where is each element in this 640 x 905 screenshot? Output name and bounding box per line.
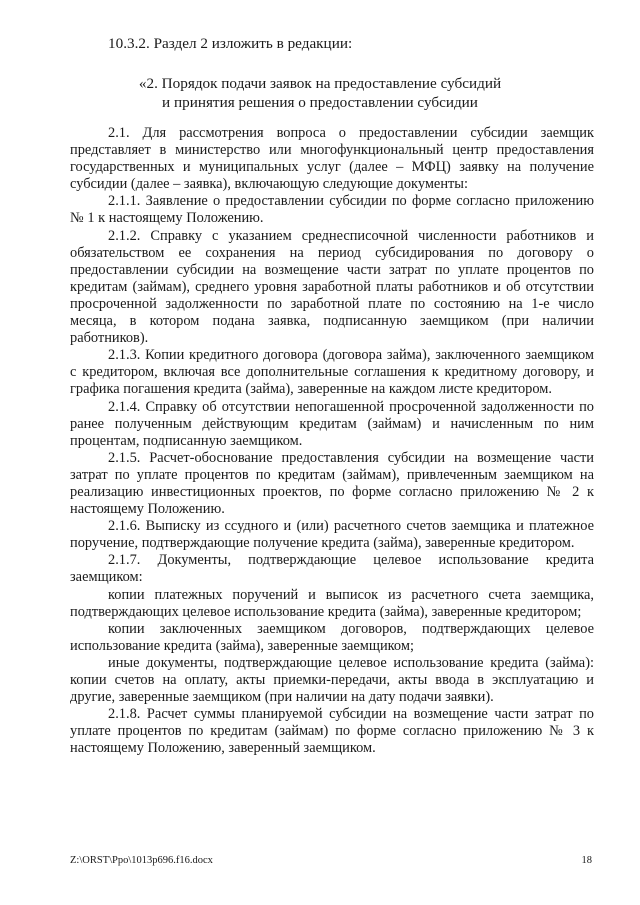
paragraph-2-1-1: 2.1.1. Заявление о предоставлении субсидии по форме согласно приложению № 1 к настоящему Положению. xyxy=(70,193,594,227)
list-item-payment-orders: копии платежных поручений и выписок из расчетного счета заемщика, подтверждающих целевое использование кредита (займа), заверенные кредитором; xyxy=(70,586,594,620)
paragraph-2-1-4: 2.1.4. Справку об отсутствии непогашенной просроченной задолженности по ранее полученным действующим кредитам (займам) и начисленным по ним процентам, подписанную заемщиком. xyxy=(70,398,594,449)
paragraph-2-1-6: 2.1.6. Выписку из ссудного и (или) расчетного счетов заемщика и платежное поручение, подтверждающие получение кредита (займа), заверенные кредитором. xyxy=(70,518,594,552)
list-item-other-documents: иные документы, подтверждающие целевое использование кредита (займа): копии счетов на оплату, акты приемки-передачи, акты ввода в эксплуатацию и другие, заверенные заемщиком (при наличии на дату подачи заявки). xyxy=(70,654,594,706)
paragraph-2-1-7: 2.1.7. Документы, подтверждающие целевое использование кредита заемщиком: xyxy=(70,552,594,586)
paragraph-2-1: 2.1. Для рассмотрения вопроса о предоставлении субсидии заемщик представляет в министерство или многофункциональный центр предоставления государственных и муниципальных услуг (далее – МФЦ) заявку на получение субсидии (далее – заявка), включающую следующие документы: xyxy=(70,125,594,193)
page-number: 18 xyxy=(581,855,592,866)
paragraph-2-1-8: 2.1.8. Расчет суммы планируемой субсидии на возмещение части затрат по уплате процентов по кредитам (займам) по форме согласно приложению № 3 к настоящему Положению, заверенный заемщиком. xyxy=(70,706,594,757)
paragraph-2-1-3: 2.1.3. Копии кредитного договора (договора займа), заключенного заемщиком с кредитором, включая все дополнительные соглашения к кредитному договору, и графика погашения кредита (займа), заверенные на каждом листе кредитором. xyxy=(70,347,594,398)
footer-file-path: Z:\ORST\Ppo\1013p696.f16.docx xyxy=(70,855,213,866)
heading-line-1: «2. Порядок подачи заявок на предоставление субсидий xyxy=(138,75,502,92)
paragraph-2-1-5: 2.1.5. Расчет-обоснование предоставления субсидии на возмещение части затрат по уплате процентов по кредитам (займам), привлеченным заемщиком на реализацию инвестиционных проектов, по форме согласно приложению № 2 к настоящему Положению. xyxy=(70,449,594,518)
heading-line-2: и принятия решения о предоставлении субсидии xyxy=(162,93,478,111)
document-body xyxy=(70,125,594,757)
section-heading xyxy=(70,75,570,112)
paragraph-2-1-2: 2.1.2. Справку с указанием среднесписочной численности работников и обязательством ее сохранения на период субсидирования по договору о предоставлении субсидии на возмещение части затрат по уплате процентов по кредитам (займам), среднего уровня заработной платы работников и об отсутствии просроченной задолженности по заработной плате по состоянию на 1-е число месяца, в котором подана заявка, подписанную заемщиком (при наличии работников). xyxy=(70,227,594,347)
list-item-contracts: копии заключенных заемщиком договоров, подтверждающих целевое использование кредита (займа), заверенные заемщиком; xyxy=(70,620,594,654)
intro-line: 10.3.2. Раздел 2 изложить в редакции: xyxy=(108,35,353,52)
